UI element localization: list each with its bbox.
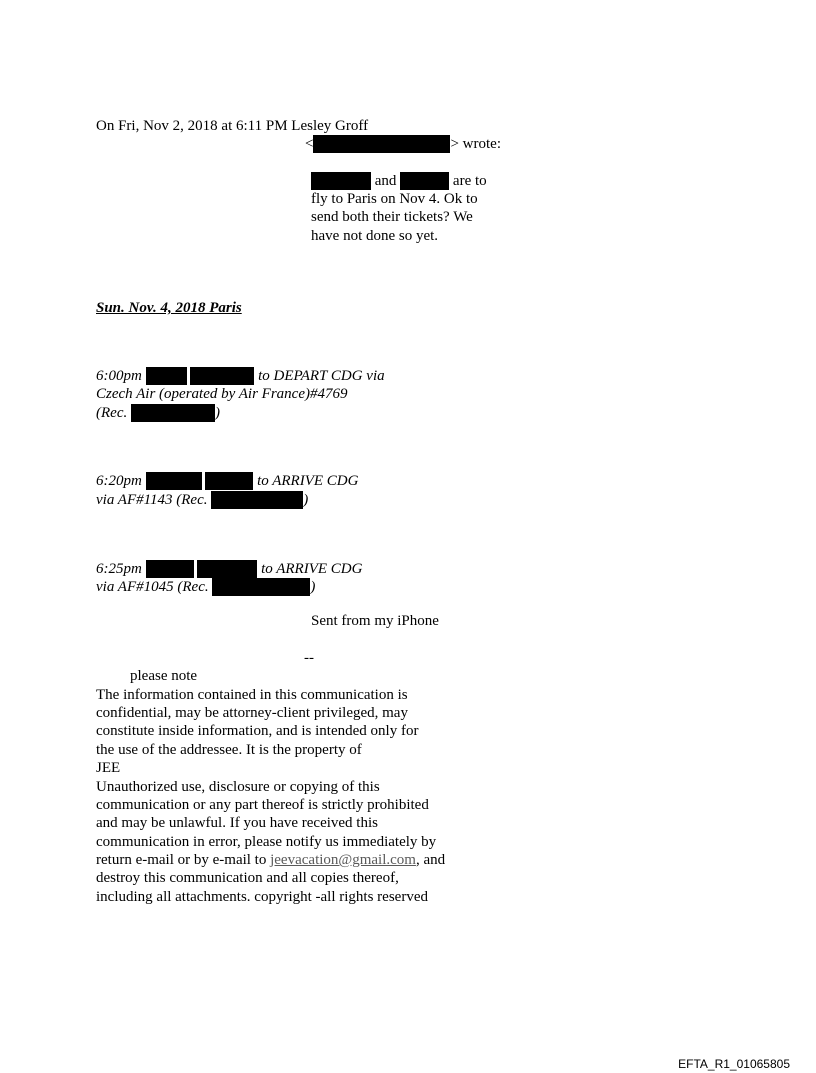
redaction-box [190,367,254,385]
entry-time: 6:20pm [96,473,142,489]
redaction-box [146,367,187,385]
redaction-box [197,560,257,578]
close-paren: ) [303,492,309,508]
itinerary-entry-1-line-2: Czech Air (operated by Air France)#4769 [96,386,348,402]
redaction-box [146,560,194,578]
disclaimer-line: communication or any part thereof is strictly prohibited [96,797,429,813]
disclaimer-email-line [96,851,445,869]
redaction-box [205,472,253,490]
itinerary-entry-1-line-3 [96,404,220,422]
are-to-text: are to [452,173,487,189]
entry-time: 6:25pm [96,561,142,577]
disclaimer-line: JEE [96,760,121,776]
sent-from-text: Sent from my iPhone [311,613,439,629]
disclaimer-line: including all attachments. copyright -all rights reserved [96,889,428,905]
rec-label: via AF#1143 (Rec. [96,492,208,508]
separator: -- [304,650,314,666]
and-text: and [374,173,397,189]
document-id: EFTA_R1_01065805 [678,1057,790,1071]
entry-action: to ARRIVE CDG [257,473,359,489]
redaction-box [131,404,215,422]
quoted-line-4: have not done so yet. [311,228,439,244]
redaction-box [313,135,450,153]
email-suffix: , and [415,852,446,868]
close-paren: ) [310,579,316,595]
quoted-line-3: send both their tickets? We [311,209,473,225]
entry-time: 6:00pm [96,368,142,384]
redaction-box [211,491,303,509]
disclaimer-line: confidential, may be attorney-client privileged, may [96,705,408,721]
disclaimer-line: destroy this communication and all copies thereof, [96,870,399,886]
disclaimer-line: The information contained in this communication is [96,687,408,703]
email-prefix: return e-mail or by e-mail to [96,852,271,868]
rec-label: via AF#1045 (Rec. [96,579,209,595]
email-link[interactable]: jeevacation@gmail.com [270,852,416,868]
disclaimer-note: please note [130,668,198,684]
wrote-text: > wrote: [450,136,501,152]
itinerary-entry-2-line-2 [96,491,308,509]
itinerary-entry-2-line-1 [96,472,358,490]
redaction-box [212,578,310,596]
itinerary-heading: Sun. Nov. 4, 2018 Paris [96,300,242,316]
quoted-line-2: fly to Paris on Nov 4. Ok to [311,191,478,207]
quoted-line-1 [311,172,487,190]
lt-bracket: < [305,136,314,152]
rec-label: (Rec. [96,405,128,421]
redaction-box [146,472,202,490]
disclaimer-line: the use of the addressee. It is the property of [96,742,362,758]
redaction-box [311,172,371,190]
sender-address-line [305,135,501,153]
entry-action: to DEPART CDG via [258,368,385,384]
redaction-box [400,172,449,190]
itinerary-entry-3-line-2 [96,578,315,596]
disclaimer-line: and may be unlawful. If you have received this [96,815,378,831]
disclaimer-line: constitute inside information, and is intended only for [96,723,419,739]
entry-action: to ARRIVE CDG [261,561,363,577]
itinerary-entry-3-line-1 [96,560,362,578]
disclaimer-line: Unauthorized use, disclosure or copying of this [96,779,380,795]
itinerary-entry-1-line-1 [96,367,385,385]
email-header-line: On Fri, Nov 2, 2018 at 6:11 PM Lesley Groff [96,118,369,134]
close-paren: ) [214,405,220,421]
disclaimer-line: communication in error, please notify us immediately by [96,834,437,850]
